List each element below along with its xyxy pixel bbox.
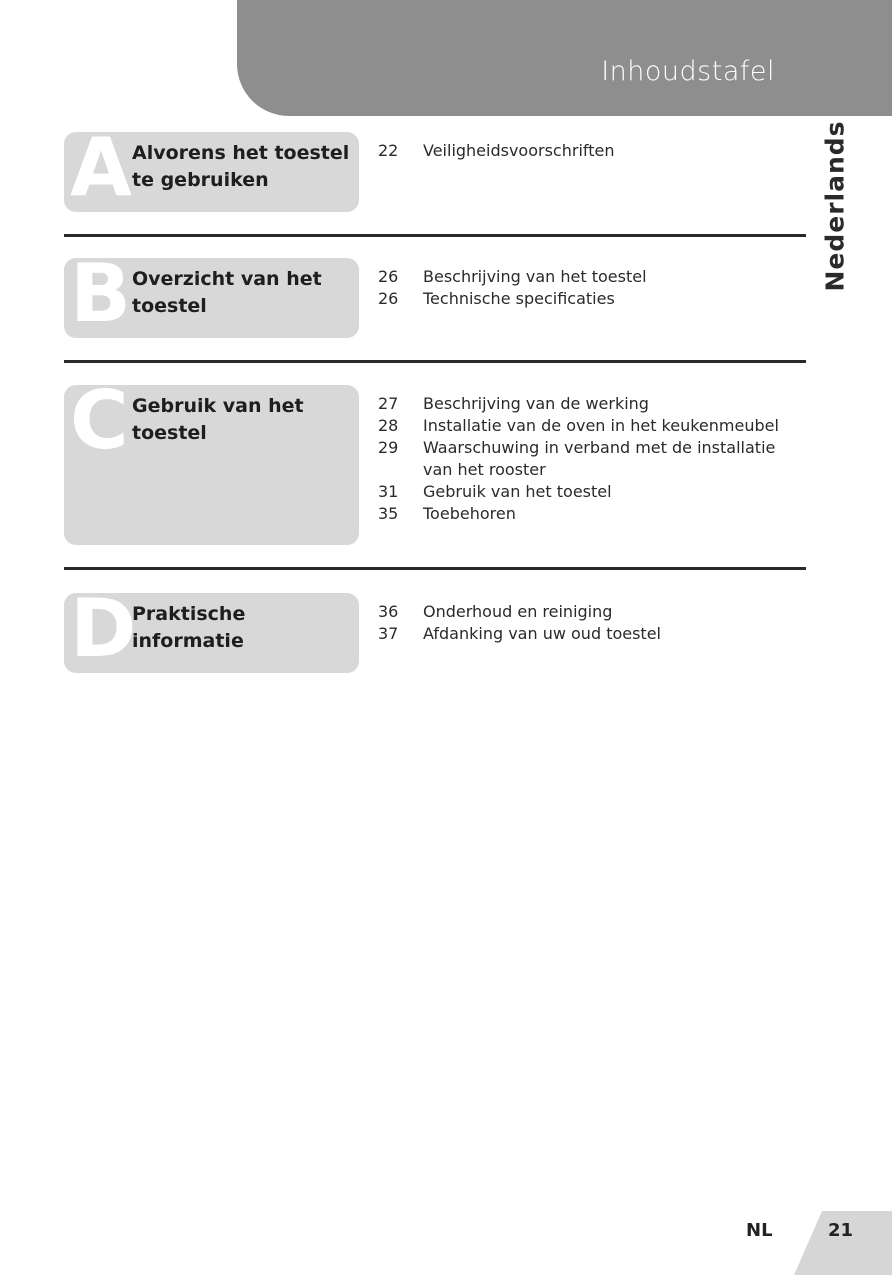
toc-page: 26 (378, 267, 399, 286)
toc-page: 27 (378, 394, 399, 413)
section-letter: A (70, 132, 132, 212)
section-title: Overzicht van het toestel (132, 268, 322, 317)
toc-text: Gebruik van het toestel (423, 482, 612, 501)
section-divider (64, 567, 806, 570)
section-tab (64, 385, 359, 545)
toc-text: Toebehoren (423, 504, 516, 523)
toc-page: 29 (378, 438, 399, 457)
section-tab (64, 593, 359, 673)
toc-text: Afdanking van uw oud toestel (423, 624, 661, 643)
side-language-label: Nederlands (820, 120, 850, 292)
toc-entry[interactable] (378, 393, 798, 415)
section-title: Praktische informatie (132, 603, 246, 652)
toc-page: 36 (378, 602, 399, 621)
toc-text: Onderhoud en reiniging (423, 602, 613, 621)
toc-text: Beschrijving van het toestel (423, 267, 647, 286)
toc-entries (378, 393, 798, 525)
toc-entry[interactable] (378, 481, 798, 503)
toc-entry[interactable] (378, 601, 798, 623)
toc-text: Technische specificaties (423, 289, 615, 308)
toc-page: 31 (378, 482, 399, 501)
section-tab (64, 258, 359, 338)
toc-text: Waarschuwing in verband met de installatie van het rooster (423, 438, 776, 479)
toc-entries (378, 601, 798, 645)
toc-entry[interactable] (378, 266, 798, 288)
toc-entries (378, 266, 798, 310)
page-number: 21 (828, 1220, 854, 1241)
toc-text: Veiligheidsvoorschriften (423, 141, 615, 160)
section-title: Gebruik van het toestel (132, 395, 304, 444)
section-letter: D (70, 593, 137, 673)
toc-entry[interactable] (378, 288, 798, 310)
toc-page: 35 (378, 504, 399, 523)
section-divider (64, 234, 806, 237)
toc-page: 28 (378, 416, 399, 435)
toc-entry[interactable] (378, 140, 798, 162)
toc-page: 26 (378, 289, 399, 308)
section-letter: B (70, 258, 131, 338)
section-divider (64, 360, 806, 363)
toc-text: Installatie van de oven in het keukenmeubel (423, 416, 779, 435)
section-letter: C (70, 385, 129, 467)
toc-page: 22 (378, 141, 399, 160)
page-title: Inhoudstafel (601, 56, 775, 87)
toc-page: 37 (378, 624, 399, 643)
toc-entry[interactable] (378, 623, 798, 645)
header-band (237, 0, 892, 116)
toc-entry[interactable] (378, 437, 798, 481)
footer-language-code: NL (746, 1220, 773, 1241)
toc-entry[interactable] (378, 415, 798, 437)
toc-text: Beschrijving van de werking (423, 394, 649, 413)
section-tab (64, 132, 359, 212)
toc-entry[interactable] (378, 503, 798, 525)
toc-entries (378, 140, 798, 162)
section-title: Alvorens het toestel te gebruiken (132, 142, 350, 191)
